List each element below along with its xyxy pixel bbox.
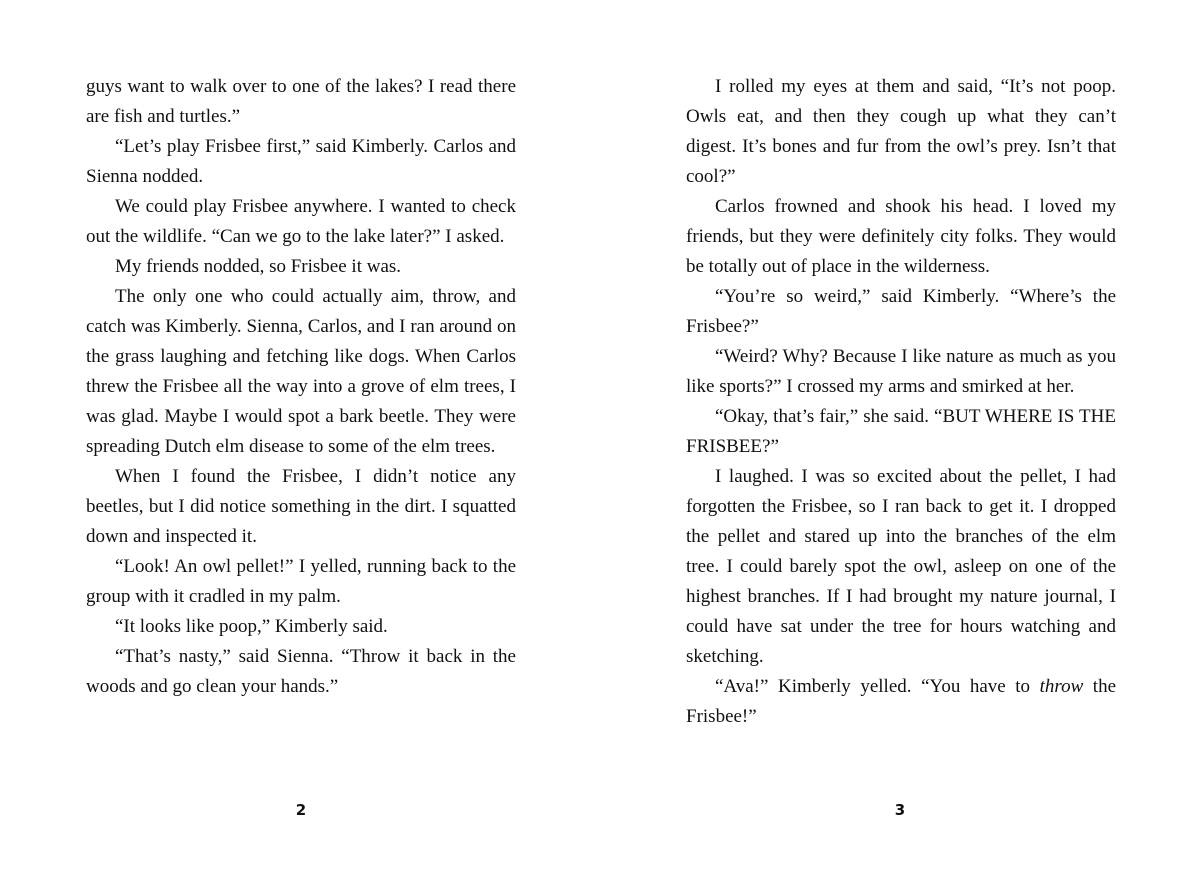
right-page-text xyxy=(686,72,1116,732)
paragraph: We could play Frisbee anywhere. I wanted to check out the wildlife. “Can we go to the lake later?” I asked. xyxy=(86,196,516,247)
paragraph: “You’re so weird,” said Kimberly. “Where’s the Frisbee?” xyxy=(686,286,1116,337)
paragraph: “Okay, that’s fair,” she said. “BUT WHERE IS THE FRISBEE?” xyxy=(686,406,1116,457)
paragraph: “Weird? Why? Because I like nature as much as you like sports?” I crossed my arms and smirked at her. xyxy=(686,346,1116,397)
paragraph: guys want to walk over to one of the lakes? I read there are fish and turtles.” xyxy=(86,76,516,127)
page-number-left: 2 xyxy=(295,801,307,819)
paragraph: The only one who could actually aim, throw, and catch was Kimberly. Sienna, Carlos, and I ran around on the grass laughing and fetching like dogs. When Carlos threw the Frisbee all the way into a grove of elm trees, I was glad. Maybe I would spot a bark beetle. They were spreading Dutch elm disease to some of the elm trees. xyxy=(86,286,516,457)
paragraph: I laughed. I was so excited about the pellet, I had forgotten the Frisbee, so I ran back to get it. I dropped the pellet and stared up into the branches of the elm tree. I could barely spot the owl, asleep on one of the highest branches. If I had brought my nature journal, I could have sat under the tree for hours watching and sketching. xyxy=(686,466,1116,667)
paragraph: “That’s nasty,” said Sienna. “Throw it back in the woods and go clean your hands.” xyxy=(86,646,516,697)
paragraph: Carlos frowned and shook his head. I loved my friends, but they were definitely city folks. They would be totally out of place in the wilderness. xyxy=(686,196,1116,277)
page-number-right: 3 xyxy=(894,801,906,819)
paragraph: “It looks like poop,” Kimberly said. xyxy=(115,616,388,637)
paragraph xyxy=(686,672,1116,732)
paragraph: “Let’s play Frisbee first,” said Kimberly. Carlos and Sienna nodded. xyxy=(86,136,516,187)
text-run: the Frisbee!” xyxy=(686,676,1117,727)
left-page-text xyxy=(86,72,516,702)
paragraph: When I found the Frisbee, I didn’t notice any beetles, but I did notice something in the dirt. I squatted down and inspected it. xyxy=(86,466,516,547)
text-run: “Ava!” Kimberly yelled. “You have to xyxy=(715,676,1040,697)
paragraph: My friends nodded, so Frisbee it was. xyxy=(115,256,402,277)
emphasis-text: throw xyxy=(1039,676,1084,697)
paragraph: “Look! An owl pellet!” I yelled, running back to the group with it cradled in my palm. xyxy=(86,556,516,607)
paragraph: I rolled my eyes at them and said, “It’s not poop. Owls eat, and then they cough up what they can’t digest. It’s bones and fur from the owl’s prey. Isn’t that cool?” xyxy=(686,76,1116,187)
